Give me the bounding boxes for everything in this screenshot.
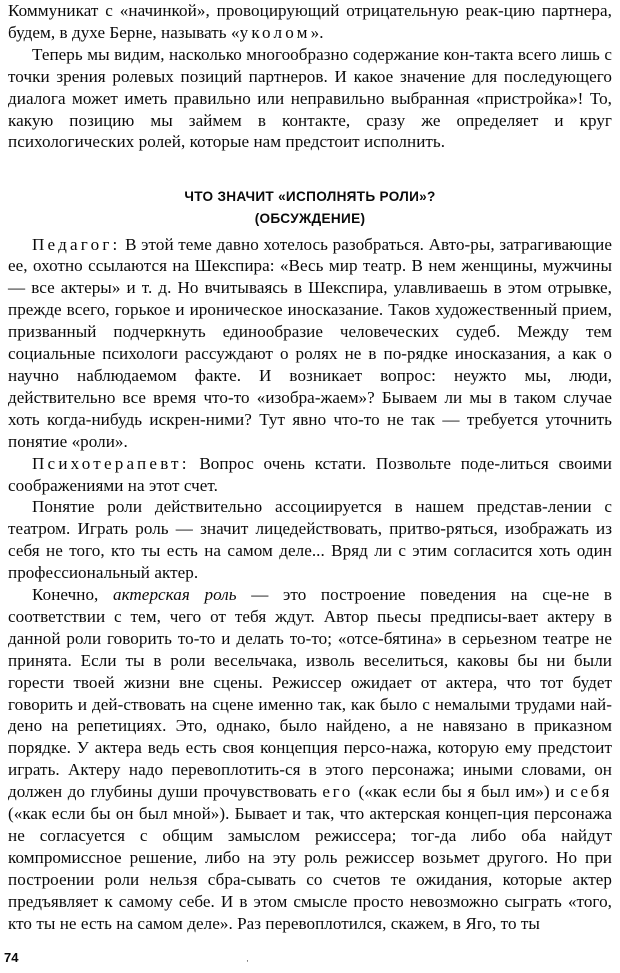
paragraph-text: («как если бы он был мной»). Бывает и так, что актерская концеп-ция персонажа не согласуется с общим замыслом режиссера; тог-да либо оба найдут компромиссное решение, либо на эту роль режиссер возьмет другого. Но при построении роли нельзя сбра-сывать со счетов те ожидания, которые актер предъявляет к самому себе. И в этом смысле просто невозможно сыграть «того, кто ты не есть на самом деле». Раз перевоплотился, скажем, в Яго, то ты [8, 804, 612, 933]
paragraph-text: ». [310, 22, 324, 42]
paragraph [8, 0, 612, 44]
page-number: 74 [4, 950, 19, 965]
print-speck: · [246, 956, 249, 966]
paragraph-text: — это построение поведения на сце-не в соответствии с тем, чего от тебя ждут. Автор пьесы предписы-вает актеру в данной роли говорить то-то и делать то-то; «отсе-бятина» в серьезном театре не принята. Если ты в роли весельчака, изволь веселиться, каковы бы ни были горести твоей жизни вне сцены. Режиссер ожидает от актера, что тот будет говорить и дей-ствовать на сцене именно так, как было с немалыми трудами най-дено на репетициях. Это, однако, было найдено, а не навязано в приказном порядке. У актера ведь есть своя концепция персо-нажа, которую ему предстоит играть. Актеру надо перевоплотить-ся в этого персонажа; иными словами, он должен до глубины души прочувствовать [8, 585, 612, 802]
paragraph-text: В этой теме давно хотелось разобраться. Авто-ры, затрагивающие ее, охотно ссылаются на Шекспира: «Весь мир театр. В нем женщины, мужчины — все актеры» и т. д. Но вчитываясь в Шекспира, улавливаешь в этом отрывке, прежде всего, горькое и ироническое иносказание. Таков художественный прием, призванный подчеркнуть единообразие человеческих судеб. Между тем социальные психологи рассуждают о ролях не в по-рядке иносказания, а как о научно наблюдаемом факте. И возникает вопрос: неужто мы, люди, действительно все время что-то «изобра-жаем»? Бываем ли мы в таком случае хоть когда-нибудь искрен-ними? Тут явно что-то не так — требуется уточнить понятие «роли». [8, 234, 612, 451]
paragraph-text: Коммуникат с «начинкой», провоцирующий отрицательную реак-цию партнера, будем, в духе Берне, называть « [8, 1, 612, 42]
intro-text-block [8, 0, 612, 153]
paragraph-text: Понятие роли действительно ассоциируется в нашем представ-лении с театром. Играть роль — значит лицедействовать, притво-ряться, изображать из себя не того, кто ты есть на самом деле... Вряд ли с этим согласится хоть один профессиональный актер. [8, 497, 612, 583]
paragraph-text: Теперь мы видим, насколько многообразно содержание кон-такта всего лишь с точки зрения ролевых позиций партнеров. И какое значение для последующего диалога может иметь правильно или неправильно выбранная «пристройка»! То, какую позицию мы займем в контакте, сразу же определяет и круг психологических ролей, которые нам предстоит исполнить. [8, 44, 612, 152]
paragraph [8, 496, 612, 584]
paragraph-text: Вопрос очень кстати. Позвольте поде-литься своими соображениями на этот счет. [8, 453, 612, 495]
emphasis-text: себя [570, 782, 612, 802]
paragraph-text: («как если бы я был им») и [352, 782, 571, 802]
paragraph [8, 453, 612, 497]
paragraph [8, 584, 612, 935]
emphasis-text: Психотерапевт: [32, 453, 190, 473]
emphasis-text: Педагог: [32, 234, 121, 254]
section-heading-line1: ЧТО ЗНАЧИТ «ИСПОЛНЯТЬ РОЛИ»? [184, 189, 436, 205]
section-heading [8, 186, 612, 229]
discussion-text-block [8, 234, 612, 935]
emphasis-text: уколом [239, 22, 311, 42]
section-heading-line2: (ОБСУЖДЕНИЕ) [254, 210, 366, 226]
emphasis-text: его [322, 782, 353, 802]
paragraph [8, 234, 612, 453]
paragraph [8, 44, 612, 154]
paragraph-text: Конечно, [32, 585, 113, 605]
document-page [8, 0, 612, 935]
emphasis-text: актерская роль [113, 585, 237, 605]
